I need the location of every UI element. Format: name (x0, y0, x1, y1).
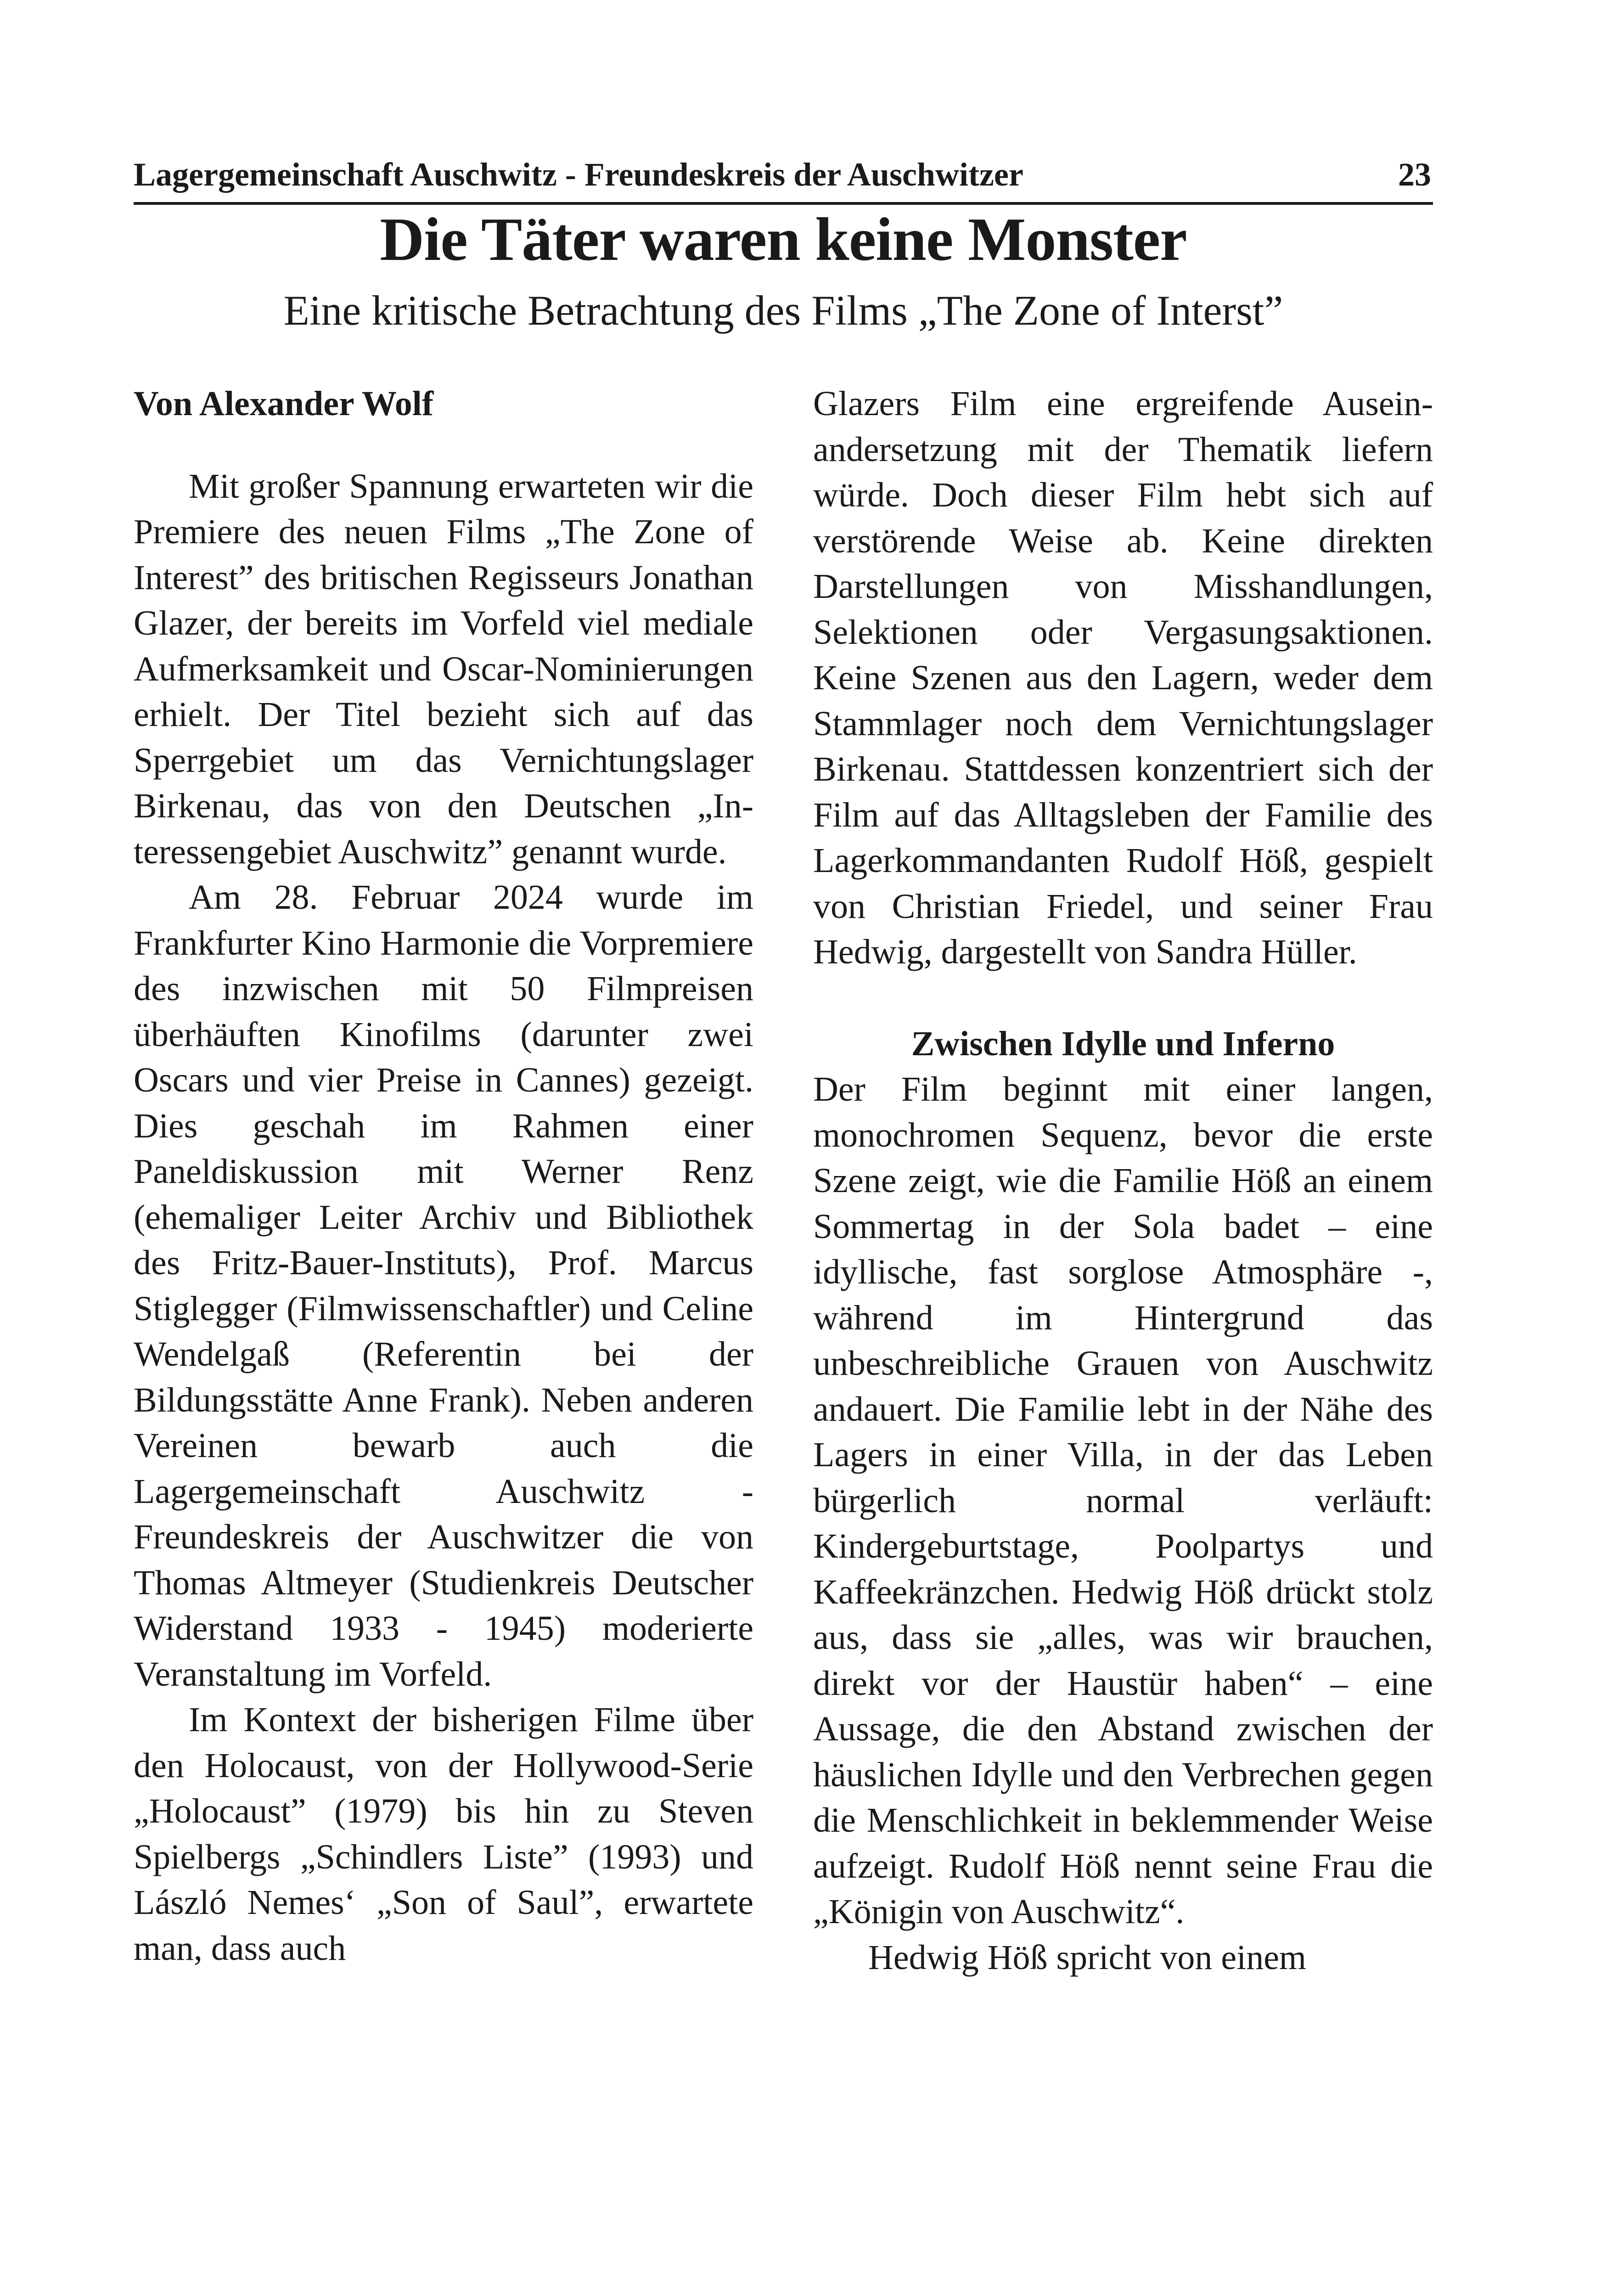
article-subtitle: Eine kritische Betrachtung des Films „The Zone of Interst” (283, 287, 1283, 334)
byline: Von Alexander Wolf (134, 384, 434, 423)
article-body (134, 381, 1433, 2241)
paragraph-end: Glazers Film eine ergreifende Auseinandersetzung mit der Thematik liefern würde. Doch dieser Film hebt sich auf verstörende Weise ab. Keine direkten Darstellungen von Misshandlungen, Selektionen oder Vergasungsaktionen. Keine Szenen aus den Lagern, weder dem Stammlager noch dem Vernichtungslager Birkenau. Stattdessen konzentriert sich der Film auf das Alltagsleben der Familie des Lagerkommandanten Rudolf Höß, gespielt von Christian Friedel, und seiner Frau Hedwig, dargestellt von Sandra Hüller. (813, 384, 1433, 971)
paragraph: Der Film beginnt mit einer langen, monochromen Sequenz, bevor die erste Szene zeigt, wie die Familie Höß an einem Sommertag in der Sola badet – eine idyllische, fast sorglose Atmosphäre -, während im Hintergrund das unbeschreibliche Grauen von Auschwitz andauert. Die Familie lebt in der Nähe des Lagers in einer Villa, in der das Leben bürgerlich normal verläuft: Kindergeburtstage, Poolpartys und Kaffeekränzchen. Hedwig Höß drückt stolz aus, dass sie „alles, was wir brauchen, direkt vor der Haustür haben“ – eine Aussage, die den Abstand zwischen der häuslichen Idylle und den Verbrechen gegen die Menschlichkeit in beklemmender Weise aufzeigt. Rudolf Höß nennt seine Frau die „Königin von Auschwitz“. (813, 1070, 1433, 1931)
paragraph: Mit großer Spannung erwarteten wir die Premiere des neuen Films „The Zone of Interest” des britischen Regisseurs Jonathan Glazer, der bereits im Vorfeld viel mediale Aufmerksamkeit und Oscar-Nominierungen erhielt. Der Titel bezieht sich auf das Sperrgebiet um das Vernichtungslager Birkenau, das von den Deutschen „Interessengebiet Auschwitz” genannt wurde. (134, 467, 753, 871)
left-column (134, 381, 753, 1971)
paragraph: Am 28. Februar 2024 wurde im Frankfurter Kino Harmonie die Vorpremiere des inzwischen mit 50 Filmpreisen überhäuften Kinofilms (darunter zwei Oscars und vier Preise in Cannes) gezeigt. Dies geschah im Rahmen einer Paneldiskussion mit Werner Renz (ehemaliger Leiter Archiv und Bibliothek des Fritz-Bauer-Instituts), Prof. Marcus Stiglegger (Filmwissenschaftler) und Celine Wendelgaß (Referentin bei der Bildungsstätte Anne Frank). Neben anderen Vereinen bewarb auch die Lagergemeinschaft Auschwitz - Freundeskreis der Auschwitzer die von Thomas Altmeyer (Studienkreis Deutscher Widerstand 1933 - 1945) moderierte Veranstaltung im Vorfeld. (134, 878, 753, 1694)
running-header (134, 152, 1433, 205)
paragraph-continued (813, 381, 1433, 975)
section-heading: Zwischen Idylle und Inferno (911, 1024, 1335, 1063)
page-number: 23 (1398, 156, 1431, 193)
paragraph: Hedwig Höß spricht von einem (868, 1938, 1307, 1977)
right-column (813, 381, 1433, 1981)
paragraph-start: Im Kontext der bisherigen Filme über den Holocaust, von der Hollywood-Serie „Holocaust” (1979) bis hin zu Steven Spielbergs „Schindlers Liste” (1993) und László Nemes‘ „Son of Saul”, erwartete man, dass auch (134, 1700, 753, 1968)
running-title: Lagergemeinschaft Auschwitz - Freundeskreis der Auschwitzer (134, 156, 1023, 193)
document-page (134, 152, 1433, 2245)
article-title: Die Täter waren keine Monster (380, 205, 1187, 273)
paragraph-split (134, 1697, 753, 1971)
